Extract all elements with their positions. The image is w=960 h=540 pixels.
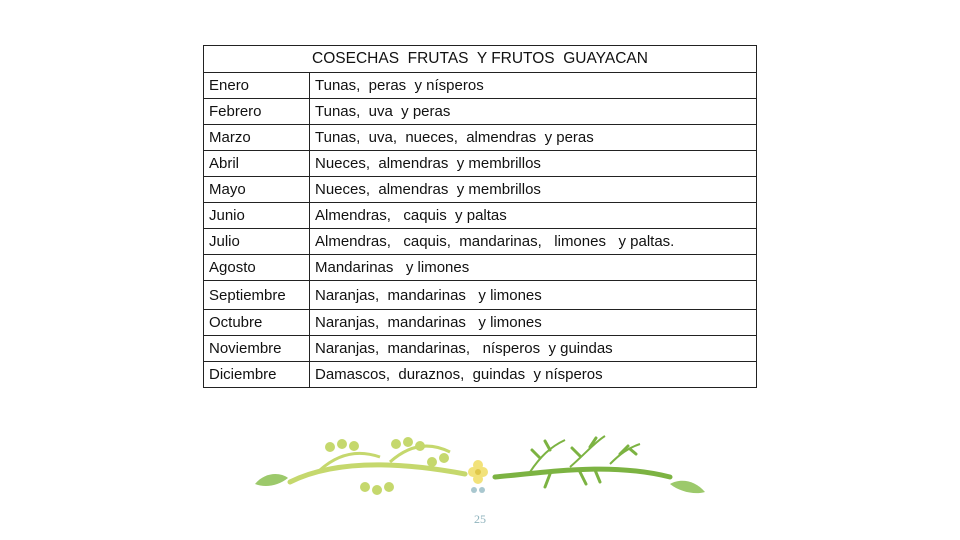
month-cell: Octubre — [204, 310, 310, 336]
harvest-table — [203, 45, 757, 388]
month-cell: Febrero — [204, 99, 310, 125]
month-cell: Mayo — [204, 177, 310, 203]
table-title: COSECHAS FRUTAS Y FRUTOS GUAYACAN — [204, 46, 757, 73]
fruits-cell: Tunas, uva y peras — [310, 99, 757, 125]
month-cell: Marzo — [204, 125, 310, 151]
fruits-cell: Naranjas, mandarinas y limones — [310, 310, 757, 336]
page-number: 25 — [474, 512, 486, 526]
table-row — [204, 177, 757, 203]
fruits-cell: Tunas, peras y nísperos — [310, 73, 757, 99]
table-row — [204, 151, 757, 177]
table-row — [204, 310, 757, 336]
fruits-cell: Naranjas, mandarinas y limones — [310, 281, 757, 310]
month-cell: Noviembre — [204, 336, 310, 362]
fruits-cell: Naranjas, mandarinas, nísperos y guindas — [310, 336, 757, 362]
table-row — [204, 336, 757, 362]
month-cell: Septiembre — [204, 281, 310, 310]
table-row — [204, 229, 757, 255]
month-cell: Enero — [204, 73, 310, 99]
fruits-cell: Nueces, almendras y membrillos — [310, 151, 757, 177]
table-row — [204, 362, 757, 388]
table-body — [204, 73, 757, 388]
flower-icon — [468, 460, 488, 493]
fruits-cell: Damascos, duraznos, guindas y nísperos — [310, 362, 757, 388]
fruits-cell: Almendras, caquis, mandarinas, limones y paltas. — [310, 229, 757, 255]
table-row — [204, 73, 757, 99]
table-row — [204, 203, 757, 229]
month-cell: Julio — [204, 229, 310, 255]
table-row — [204, 255, 757, 281]
table-header-row — [204, 46, 757, 73]
month-cell: Diciembre — [204, 362, 310, 388]
month-cell: Abril — [204, 151, 310, 177]
floral-vine-icon — [250, 432, 710, 502]
table-row — [204, 281, 757, 310]
fruits-cell: Mandarinas y limones — [310, 255, 757, 281]
fruits-cell: Almendras, caquis y paltas — [310, 203, 757, 229]
month-cell: Junio — [204, 203, 310, 229]
fruits-cell: Tunas, uva, nueces, almendras y peras — [310, 125, 757, 151]
month-cell: Agosto — [204, 255, 310, 281]
fruits-cell: Nueces, almendras y membrillos — [310, 177, 757, 203]
table-row — [204, 125, 757, 151]
table-row — [204, 99, 757, 125]
